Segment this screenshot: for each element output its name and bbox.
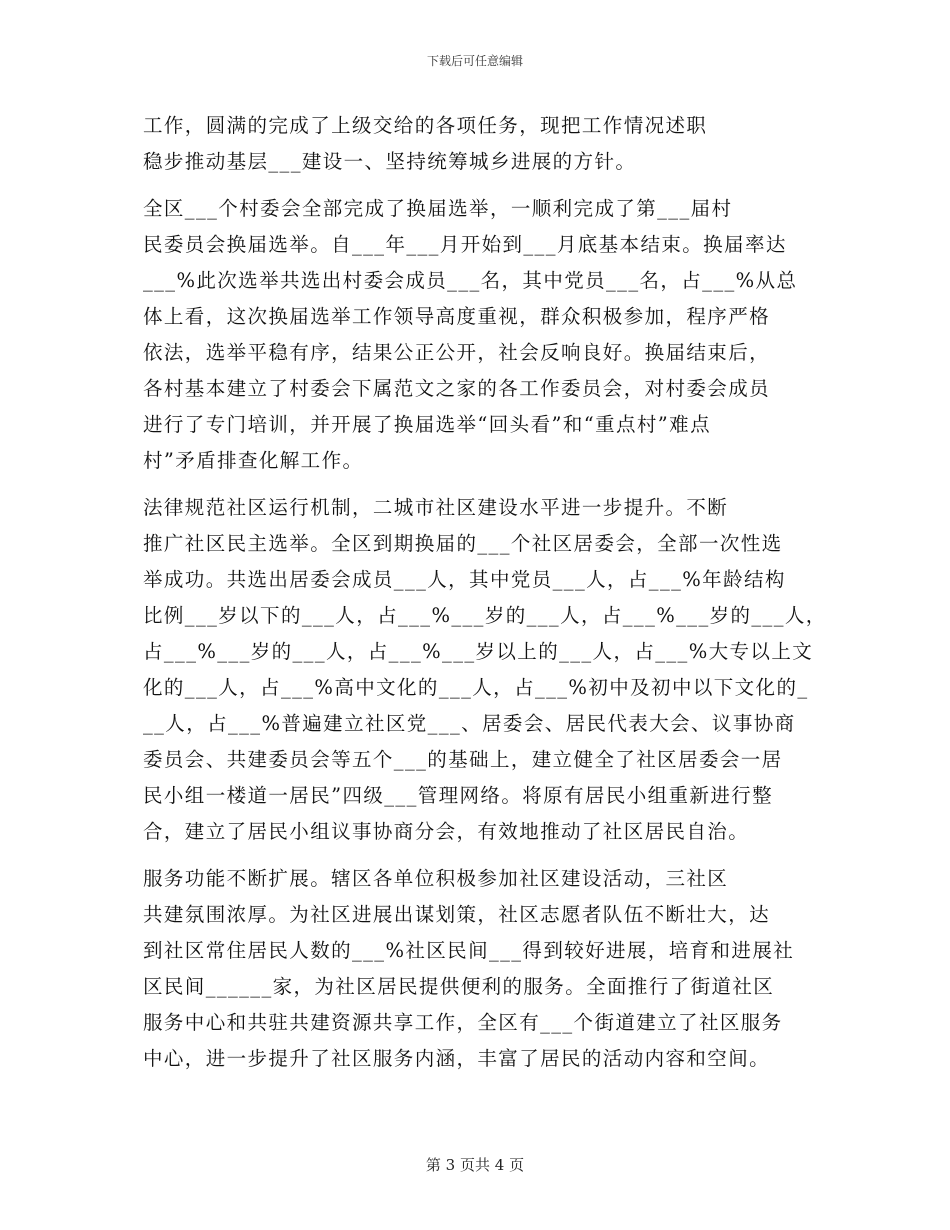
text-line: 进行了专门培训，并开展了换届选举“回头看”和“重点村”难点 [143, 413, 711, 436]
text-line: __人，占___%普遍建立社区党___、居委会、居民代表大会、议事协商 [143, 712, 796, 735]
text-line: 区民间______家，为社区居民提供便利的服务。全面推行了街道社区 [143, 975, 775, 998]
text-line: 体上看，这次换届选举工作领导高度重视，群众积极参加，程序严格 [143, 305, 771, 328]
paragraph [143, 861, 808, 1077]
text-line: 服务功能不断扩展。辖区各单位积极参加社区建设活动，三社区 [143, 867, 729, 890]
text-line: 依法，选举平稳有序，结果公正公开，社会反响良好。换届结束后， [143, 341, 771, 364]
text-line: 中心，进一步提升了社区服务内涵，丰富了居民的活动内容和空间。 [143, 1047, 771, 1070]
page-number-footer: 第 3 页共 4 页 [425, 1156, 525, 1174]
page-header-note: 下载后可任意编辑 [426, 54, 523, 68]
text-line: 工作，圆满的完成了上级交给的各项任务，现把工作情况述职 [143, 114, 708, 137]
text-line: ___%此次选举共选出村委会成员___名，其中党员___名，占___%从总 [143, 269, 798, 292]
paragraph [143, 108, 808, 180]
text-line: 比例___岁以下的___人，占___%___岁的___人，占___%___岁的___人， [143, 604, 827, 627]
document-body [143, 108, 827, 1077]
paragraph [143, 191, 808, 479]
text-line: 化的___人，占___%高中文化的___人，占___%初中及初中以下文化的_ [143, 676, 809, 699]
text-line: 委员会、共建委员会等五个___的基础上，建立健全了社区居委会一居 [143, 748, 783, 771]
text-line: 服务中心和共驻共建资源共享工作，全区有___个街道建立了社区服务 [143, 1011, 783, 1034]
text-line: 各村基本建立了村委会下属范文之家的各工作委员会，对村委会成员 [143, 377, 771, 400]
text-line: 举成功。共选出居委会成员___人，其中党员___人，占___%年龄结构 [143, 568, 786, 591]
text-line: 到社区常住居民人数的___%社区民间___得到较好进展，培育和进展社 [143, 939, 795, 962]
text-line: 合，建立了居民小组议事协商分会，有效地推动了社区居民自治。 [143, 820, 750, 843]
text-line: 民小组一楼道一居民”四级___管理网络。将原有居民小组重新进行整 [143, 784, 774, 807]
text-line: 全区___个村委会全部完成了换届选举，一顺利完成了第___届村 [143, 197, 733, 220]
text-line: 村”矛盾排查化解工作。 [143, 449, 364, 472]
text-line: 占___%___岁的___人，占___%___岁以上的___人，占___%大专以上文 [143, 640, 814, 663]
text-line: 共建氛围浓厚。为社区进展出谋划策，社区志愿者队伍不断壮大，达 [143, 903, 771, 926]
text-line: 法律规范社区运行机制，二城市社区建设水平进一步提升。不断 [143, 496, 729, 519]
text-line: 稳步推动基层___建设一、坚持统筹城乡进展的方针。 [143, 150, 637, 173]
text-line: 民委员会换届选举。自___年___月开始到___月底基本结束。换届率达 [143, 233, 787, 256]
paragraph [143, 490, 827, 850]
text-line: 推广社区民主选举。全区到期换届的___个社区居委会，全部一次性选 [143, 532, 783, 555]
